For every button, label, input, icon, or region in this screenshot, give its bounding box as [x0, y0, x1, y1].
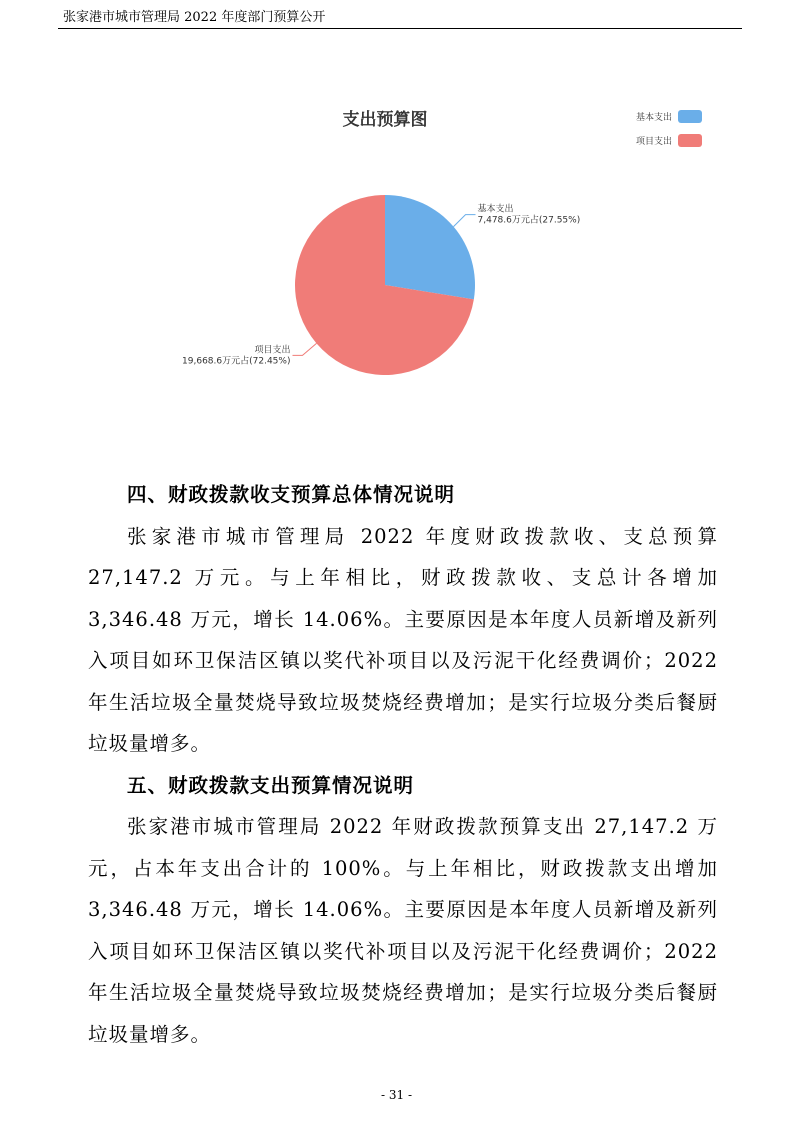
pie-label-value: 7,478.6万元占(27.55%) — [477, 215, 581, 226]
pie-leader-line — [454, 215, 476, 227]
page-number: - 31 - — [380, 1088, 412, 1102]
expenditure-pie-chart — [160, 95, 720, 395]
section-paragraph-fiscal-summary: 张家港市城市管理局 2022 年度财政拨款收、支总预算 27,147.2 万元。与上年相比，财政拨款收、支总计各增加 3,346.48 万元，增长 14.06%。主要原因是本年度人员新增及新列入项目如环卫保洁区镇以奖代补项目以及污泥干化经费调价；2022 年生活垃圾全量焚烧导致垃圾焚烧经费增加；是实行垃圾分类后餐厨垃圾量增多。 — [88, 524, 718, 755]
pie-slice-basic — [385, 195, 475, 299]
pie-label-name: 项目支出 — [254, 345, 291, 356]
document-body — [88, 474, 718, 1055]
pie-leader-line — [292, 343, 316, 355]
chart-legend — [636, 110, 702, 147]
pie-label-name: 基本支出 — [477, 204, 514, 215]
legend-swatch — [678, 134, 702, 147]
section-paragraph-fiscal-expenditure: 张家港市城市管理局 2022 年财政拨款预算支出 27,147.2 万元，占本年支出合计的 100%。与上年相比，财政拨款支出增加 3,346.48 万元，增长 14.06%。主要原因是本年度人员新增及新列入项目如环卫保洁区镇以奖代补项目以及污泥干化经费调价；2022 年生活垃圾全量焚烧导致垃圾焚烧经费增加；是实行垃圾分类后餐厨垃圾量增多。 — [88, 815, 718, 1046]
legend-label: 项目支出 — [635, 137, 672, 147]
section-heading-fiscal-summary: 四、财政拨款收支预算总体情况说明 — [127, 483, 456, 506]
legend-swatch — [678, 110, 702, 123]
legend-label: 基本支出 — [635, 113, 672, 123]
chart-title: 支出预算图 — [342, 110, 428, 130]
pie-label-value: 19,668.6万元占(72.45%) — [182, 356, 291, 367]
pie-slices — [295, 195, 475, 375]
header-divider — [58, 28, 742, 29]
section-heading-fiscal-expenditure: 五、财政拨款支出预算情况说明 — [127, 773, 415, 797]
page-header: 张家港市城市管理局 2022 年度部门预算公开 — [63, 10, 326, 25]
